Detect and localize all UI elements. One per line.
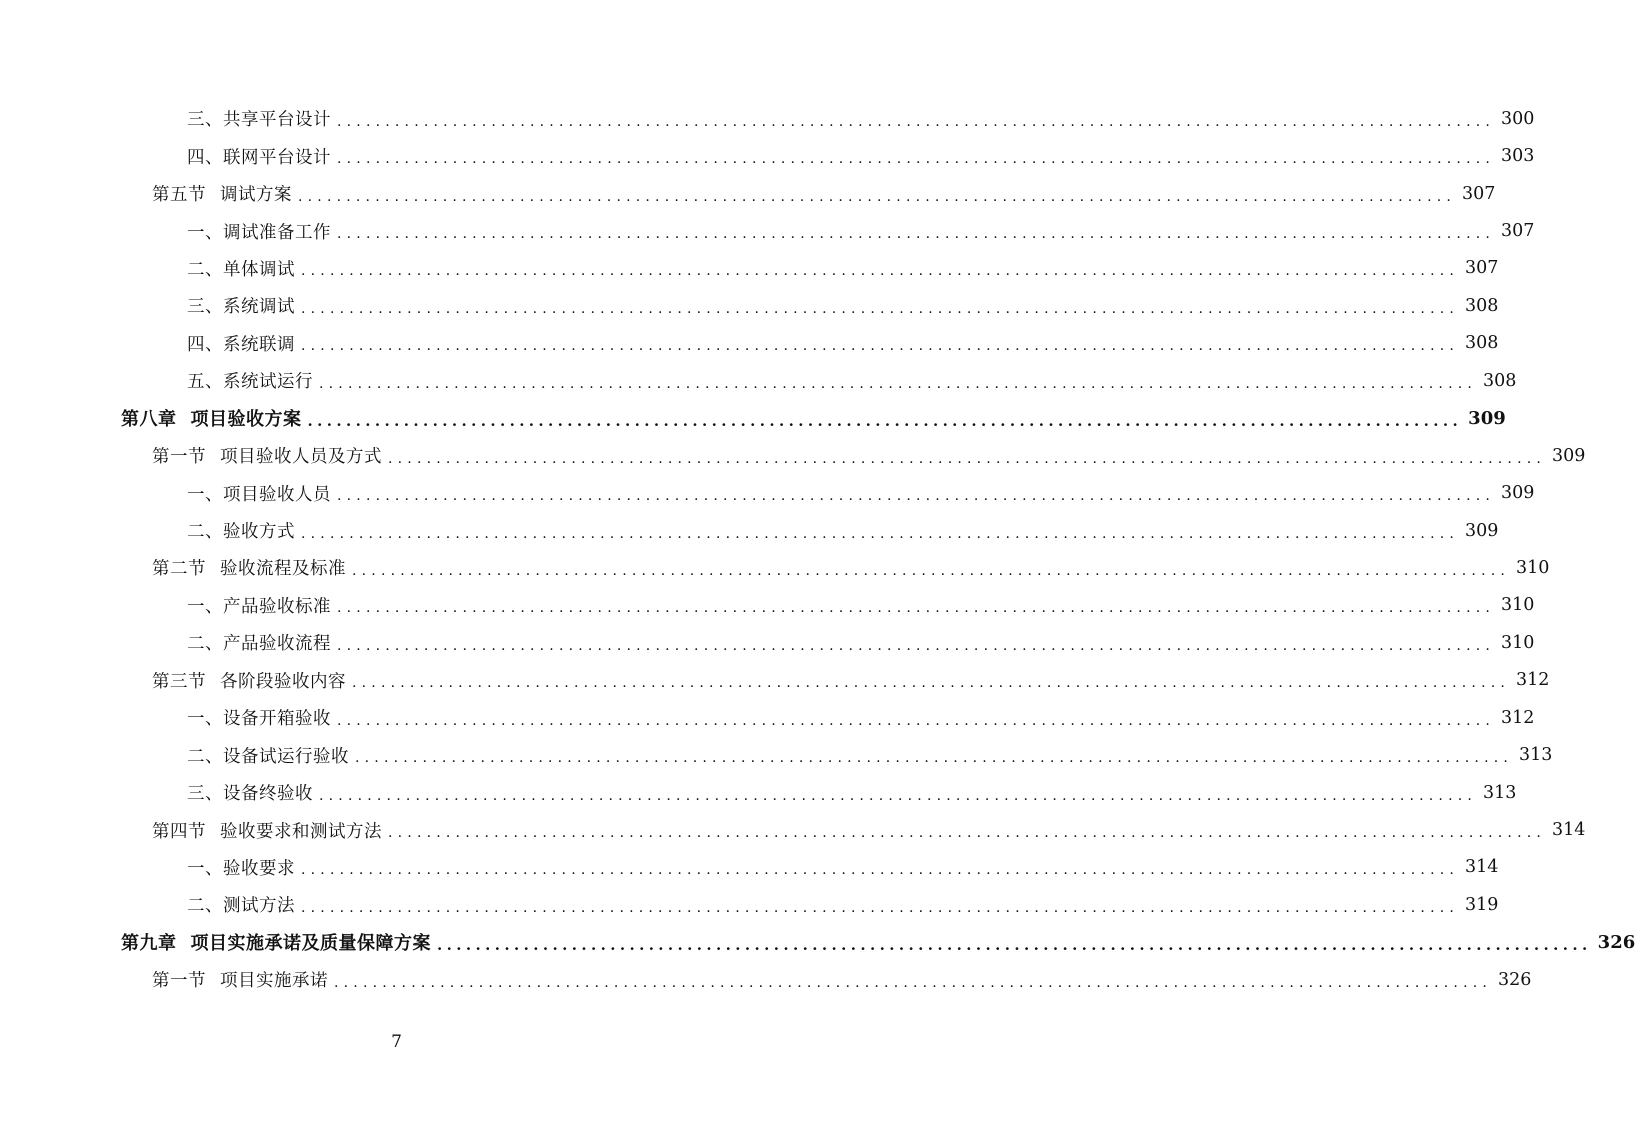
toc-entry-number: 第三节	[152, 671, 206, 692]
toc-entry-text: 系统调试	[223, 297, 295, 318]
toc-leader-dots: ........................................................................................................................	[388, 450, 1547, 467]
toc-entry-title	[187, 780, 313, 805]
toc-entry-title	[187, 481, 331, 506]
toc-leader-dots: ........................................................................................................................	[319, 787, 1478, 804]
toc-entry-title	[187, 593, 331, 618]
toc-page-number: 303	[1501, 146, 1535, 167]
toc-subsection-entry[interactable]	[0, 137, 1535, 174]
toc-entry-text: 项目验收人员及方式	[220, 447, 382, 468]
toc-page-number: 300	[1501, 108, 1535, 129]
toc-page-number: 314	[1552, 820, 1586, 841]
toc-entry-text: 设备开箱验收	[223, 709, 331, 730]
toc-entry-number: 五、	[187, 372, 223, 393]
toc-section-entry[interactable]	[0, 961, 1532, 998]
toc-entry-text: 系统试运行	[223, 372, 313, 393]
table-of-contents	[0, 100, 1635, 999]
toc-page-number: 310	[1516, 557, 1550, 578]
toc-page-number: 319	[1465, 894, 1499, 915]
toc-page-number: 313	[1519, 745, 1553, 766]
toc-entry-number: 一、	[187, 484, 223, 505]
toc-page-number: 312	[1516, 670, 1550, 691]
toc-entry-text: 验收方式	[223, 522, 295, 543]
toc-entry-title	[121, 929, 431, 955]
toc-subsection-entry[interactable]	[0, 849, 1499, 886]
toc-entry-text: 单体调试	[223, 259, 295, 280]
toc-entry-number: 二、	[187, 746, 223, 767]
toc-entry-title	[187, 705, 331, 730]
toc-leader-dots: ........................................................................................................................	[437, 935, 1592, 954]
toc-entry-title	[187, 892, 295, 917]
toc-entry-title	[187, 144, 331, 169]
toc-entry-title	[187, 331, 295, 356]
toc-chapter-entry[interactable]	[0, 400, 1506, 437]
toc-chapter-entry[interactable]	[0, 924, 1635, 961]
toc-entry-title	[187, 855, 295, 880]
toc-page-number: 309	[1552, 445, 1586, 466]
toc-entry-text: 联网平台设计	[223, 147, 331, 168]
toc-page-number: 326	[1498, 969, 1532, 990]
toc-entry-number: 四、	[187, 334, 223, 355]
toc-entry-number: 二、	[187, 522, 223, 543]
toc-entry-title	[187, 368, 313, 393]
toc-entry-text: 项目验收人员	[223, 484, 331, 505]
toc-subsection-entry[interactable]	[0, 474, 1535, 511]
toc-page-number: 310	[1501, 632, 1535, 653]
toc-entry-title	[152, 668, 346, 693]
toc-page-number: 314	[1465, 857, 1499, 878]
toc-entry-number: 一、	[187, 596, 223, 617]
toc-entry-number: 三、	[187, 110, 223, 131]
toc-entry-number: 四、	[187, 147, 223, 168]
toc-leader-dots: ........................................................................................................................	[301, 862, 1460, 879]
toc-entry-number: 二、	[187, 259, 223, 280]
toc-entry-number: 第一节	[152, 971, 206, 992]
toc-entry-text: 项目验收方案	[190, 409, 302, 431]
toc-subsection-entry[interactable]	[0, 774, 1517, 811]
toc-entry-text: 设备试运行验收	[223, 746, 349, 767]
toc-leader-dots: ........................................................................................................................	[319, 375, 1478, 392]
toc-section-entry[interactable]	[0, 662, 1550, 699]
toc-entry-title	[152, 818, 382, 843]
toc-entry-text: 验收流程及标准	[220, 559, 346, 580]
toc-section-entry[interactable]	[0, 811, 1586, 848]
toc-page-number: 312	[1501, 707, 1535, 728]
toc-leader-dots: ........................................................................................................................	[337, 226, 1496, 243]
toc-entry-title	[121, 405, 302, 431]
toc-subsection-entry[interactable]	[0, 886, 1499, 923]
toc-section-entry[interactable]	[0, 437, 1586, 474]
toc-entry-text: 共享平台设计	[223, 110, 331, 131]
toc-entry-text: 项目实施承诺	[220, 971, 328, 992]
toc-subsection-entry[interactable]	[0, 212, 1535, 249]
toc-subsection-entry[interactable]	[0, 736, 1553, 773]
toc-leader-dots: ........................................................................................................................	[337, 600, 1496, 617]
toc-page-number: 307	[1462, 183, 1496, 204]
toc-leader-dots: ........................................................................................................................	[334, 974, 1493, 991]
toc-leader-dots: ........................................................................................................................	[298, 188, 1457, 205]
toc-subsection-entry[interactable]	[0, 325, 1499, 362]
toc-page-number: 309	[1468, 407, 1506, 429]
toc-leader-dots: ........................................................................................................................	[301, 263, 1460, 280]
toc-entry-text: 调试方案	[220, 185, 292, 206]
toc-entry-number: 二、	[187, 896, 223, 917]
toc-entry-number: 三、	[187, 297, 223, 318]
toc-entry-number: 第九章	[121, 933, 177, 955]
toc-entry-number: 第五节	[152, 185, 206, 206]
toc-page-number: 326	[1597, 931, 1635, 953]
toc-entry-number: 一、	[187, 858, 223, 879]
toc-entry-text: 产品验收流程	[223, 634, 331, 655]
toc-subsection-entry[interactable]	[0, 362, 1517, 399]
toc-page-number: 309	[1501, 483, 1535, 504]
toc-entry-title	[152, 181, 292, 206]
page-number: 7	[391, 1032, 402, 1052]
toc-page-number: 309	[1465, 520, 1499, 541]
toc-entry-number: 二、	[187, 634, 223, 655]
toc-entry-title	[152, 967, 328, 992]
toc-page-number: 310	[1501, 595, 1535, 616]
toc-entry-text: 各阶段验收内容	[220, 671, 346, 692]
toc-entry-text: 系统联调	[223, 334, 295, 355]
toc-entry-number: 第八章	[121, 409, 177, 431]
toc-page-number: 307	[1501, 221, 1535, 242]
toc-entry-title	[187, 293, 295, 318]
toc-leader-dots: ........................................................................................................................	[301, 525, 1460, 542]
toc-page-number: 313	[1483, 782, 1517, 803]
toc-entry-title	[152, 555, 346, 580]
toc-entry-text: 验收要求	[223, 858, 295, 879]
toc-leader-dots: ........................................................................................................................	[337, 113, 1496, 130]
toc-entry-text: 设备终验收	[223, 784, 313, 805]
toc-entry-text: 测试方法	[223, 896, 295, 917]
toc-entry-number: 第四节	[152, 821, 206, 842]
toc-section-entry[interactable]	[0, 549, 1550, 586]
toc-leader-dots: ........................................................................................................................	[301, 300, 1460, 317]
toc-entry-title	[187, 630, 331, 655]
toc-entry-title	[187, 518, 295, 543]
toc-page-number: 307	[1465, 258, 1499, 279]
toc-leader-dots: ........................................................................................................................	[337, 488, 1496, 505]
toc-subsection-entry[interactable]	[0, 250, 1499, 287]
toc-page-number: 308	[1465, 295, 1499, 316]
toc-section-entry[interactable]	[0, 175, 1496, 212]
toc-leader-dots: ........................................................................................................................	[337, 637, 1496, 654]
toc-leader-dots: ........................................................................................................................	[352, 675, 1511, 692]
toc-leader-dots: ........................................................................................................................	[301, 899, 1460, 916]
toc-subsection-entry[interactable]	[0, 512, 1499, 549]
toc-entry-number: 一、	[187, 222, 223, 243]
toc-page-number: 308	[1483, 370, 1517, 391]
toc-leader-dots: ........................................................................................................................	[355, 750, 1514, 767]
toc-leader-dots: ........................................................................................................................	[337, 712, 1496, 729]
toc-leader-dots: ........................................................................................................................	[301, 338, 1460, 355]
toc-subsection-entry[interactable]	[0, 587, 1535, 624]
toc-entry-title	[187, 106, 331, 131]
toc-entry-text: 调试准备工作	[223, 222, 331, 243]
toc-leader-dots: ........................................................................................................................	[388, 825, 1547, 842]
toc-leader-dots: ........................................................................................................................	[352, 562, 1511, 579]
toc-entry-text: 验收要求和测试方法	[220, 821, 382, 842]
toc-entry-title	[187, 256, 295, 281]
toc-entry-title	[187, 219, 331, 244]
toc-subsection-entry[interactable]	[0, 100, 1535, 137]
toc-entry-number: 第二节	[152, 559, 206, 580]
toc-leader-dots: ........................................................................................................................	[307, 411, 1463, 430]
toc-entry-title	[187, 743, 349, 768]
toc-entry-number: 一、	[187, 709, 223, 730]
toc-entry-text: 产品验收标准	[223, 596, 331, 617]
toc-subsection-entry[interactable]	[0, 699, 1535, 736]
toc-subsection-entry[interactable]	[0, 287, 1499, 324]
toc-entry-title	[152, 443, 382, 468]
toc-page-number: 308	[1465, 333, 1499, 354]
toc-entry-number: 第一节	[152, 447, 206, 468]
toc-entry-number: 三、	[187, 784, 223, 805]
toc-entry-text: 项目实施承诺及质量保障方案	[190, 933, 431, 955]
toc-leader-dots: ........................................................................................................................	[337, 151, 1496, 168]
toc-subsection-entry[interactable]	[0, 624, 1535, 661]
